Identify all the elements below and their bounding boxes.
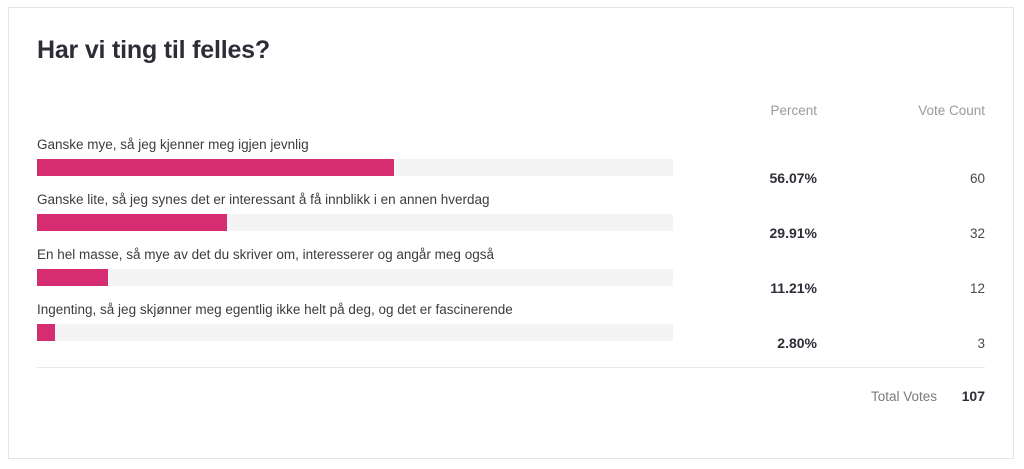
column-header-percent: Percent xyxy=(770,103,817,118)
poll-option-bar-fill xyxy=(37,214,227,231)
poll-option-row xyxy=(37,137,985,192)
poll-option-label: Ingenting, så jeg skjønner meg egentlig ikke helt på deg, og det er fascinerende xyxy=(37,302,513,317)
poll-option-vote-count: 3 xyxy=(977,336,985,351)
total-votes-value: 107 xyxy=(961,388,985,404)
poll-option-bar-track xyxy=(37,159,673,176)
column-header-vote-count: Vote Count xyxy=(918,103,985,118)
poll-option-row xyxy=(37,192,985,247)
poll-card xyxy=(8,7,1014,459)
poll-option-vote-count: 60 xyxy=(969,171,985,186)
poll-option-bar-track xyxy=(37,214,673,231)
poll-option-vote-count: 12 xyxy=(969,281,985,296)
page-title: Har vi ting til felles? xyxy=(37,36,270,64)
poll-option-bar-track xyxy=(37,324,673,341)
poll-option-label: Ganske mye, så jeg kjenner meg igjen jevnlig xyxy=(37,137,309,152)
poll-option-percent: 56.07% xyxy=(769,170,817,186)
poll-option-row xyxy=(37,302,985,357)
poll-option-label: Ganske lite, så jeg synes det er interessant å få innblikk i en annen hverdag xyxy=(37,192,490,207)
poll-inner xyxy=(9,8,1013,458)
poll-option-bar-track xyxy=(37,269,673,286)
poll-option-percent: 2.80% xyxy=(777,335,817,351)
column-headers xyxy=(37,103,985,123)
poll-option-bar-fill xyxy=(37,159,394,176)
total-votes-label: Total Votes xyxy=(870,389,937,404)
poll-option-label: En hel masse, så mye av det du skriver om, interesserer og angår meg også xyxy=(37,247,494,262)
poll-option-row xyxy=(37,247,985,302)
totals-row xyxy=(37,368,985,414)
poll-option-vote-count: 32 xyxy=(969,226,985,241)
poll-results xyxy=(37,137,985,357)
poll-option-bar-fill xyxy=(37,269,108,286)
poll-option-percent: 29.91% xyxy=(769,225,817,241)
poll-option-bar-fill xyxy=(37,324,55,341)
poll-option-percent: 11.21% xyxy=(770,280,817,296)
